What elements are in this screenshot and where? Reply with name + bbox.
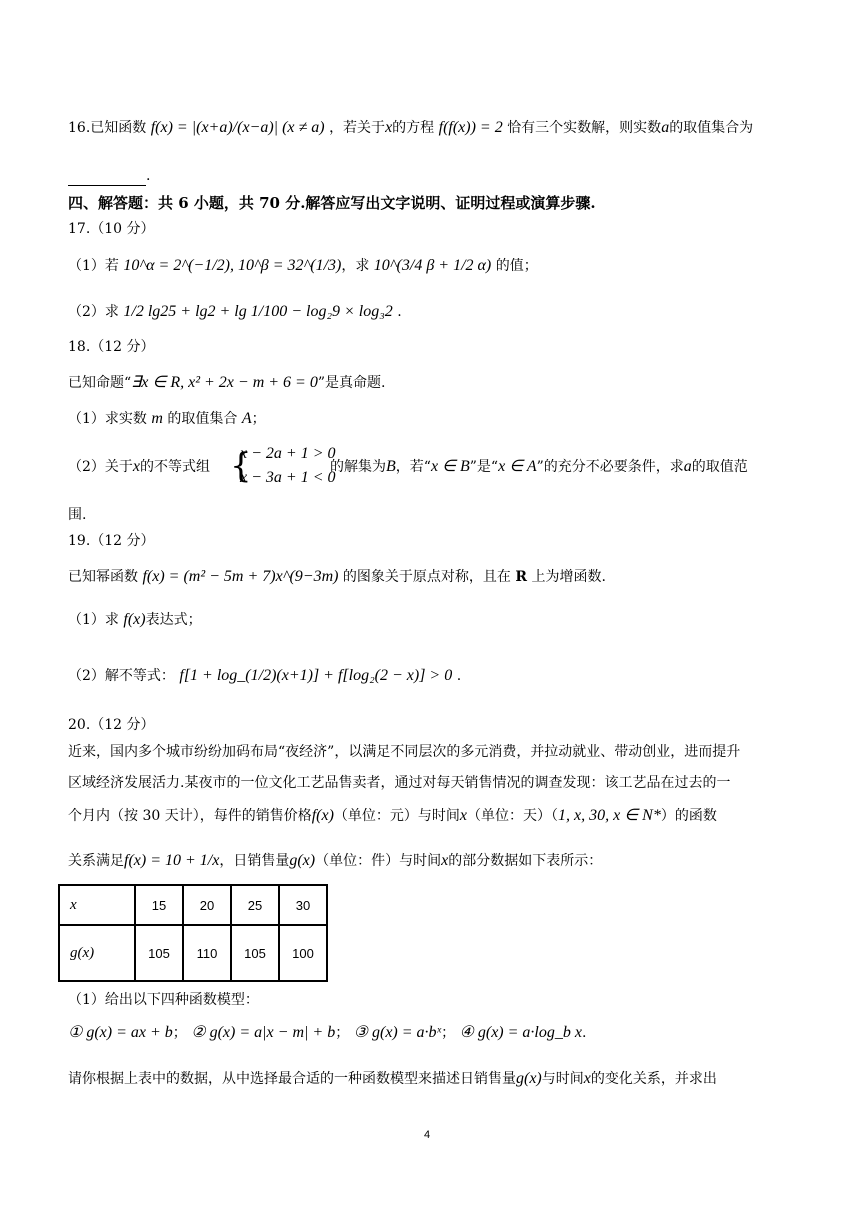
q19-statement xyxy=(68,567,800,587)
q18-p2-var: x xyxy=(132,458,141,475)
q17-p1-condition: 10^α = 2^(−1/2), 10^β = 32^(1/3) xyxy=(123,257,342,274)
sep: ； xyxy=(441,1025,456,1041)
q17-p1-expression: 10^(3/4 β + 1/2 α) xyxy=(373,257,492,274)
q18-p2-prefix: （2）关于 xyxy=(68,459,133,475)
q18-part1 xyxy=(68,409,800,429)
q20-l3-b: （单位：元）与时间 xyxy=(333,808,460,824)
table-row-x xyxy=(59,885,327,925)
q16-tail2: 的取值集合为 xyxy=(669,120,754,136)
q18-p1-prefix: （1）求实数 xyxy=(68,411,147,427)
table-cell: 105 xyxy=(231,925,279,981)
q20-l4-g: g(x) xyxy=(289,852,316,869)
q16-prefix: 16.已知函数 xyxy=(68,120,147,136)
q19-header: 19.（12 分） xyxy=(68,533,155,549)
q20-last-x: x xyxy=(583,1070,591,1087)
q19-p1-prefix: （1）求 xyxy=(68,612,119,628)
q20-l4-f: f(x) = 10 + 1/x xyxy=(124,852,220,869)
q18-stmt-expression: ∃x ∈ R, x² + 2x − m + 6 = 0 xyxy=(131,374,318,391)
section-heading: 四、解答题：共 6 小题，共 70 分.解答应写出文字说明、证明过程或演算步骤. xyxy=(68,194,596,212)
q18-p2-mid: 的不等式组 xyxy=(140,459,211,475)
q17-p1-tail: 的值； xyxy=(495,258,538,274)
q17-p2-expression: 1/2 lg25 + lg2 + lg 1/100 − log₂9 × log₃2 xyxy=(123,303,393,320)
table-header-x: x xyxy=(59,885,135,925)
q20-models xyxy=(68,1023,800,1043)
brace: { xyxy=(230,446,252,486)
model-4: ④ g(x) = a·log_b x xyxy=(459,1024,582,1041)
q20-l3-d: ）的函数 xyxy=(660,808,717,824)
sep: ； xyxy=(335,1025,350,1041)
q19-p2-prefix: （2）解不等式： xyxy=(68,668,175,684)
q19-part1 xyxy=(68,610,800,630)
q19-stmt-prefix: 已知幂函数 xyxy=(68,569,138,585)
q20-last-line xyxy=(68,1069,800,1089)
q18-system-line1: x − 2a + 1 > 0 xyxy=(240,445,336,462)
q20-l4-x: x xyxy=(441,852,449,869)
q20-l3-c: （单位：天）（ xyxy=(467,808,559,824)
q20-line4 xyxy=(68,851,800,871)
data-table xyxy=(58,884,328,982)
q18-p2-mid2: 的解集为 xyxy=(330,459,386,475)
q18-p1-mid: 的取值集合 xyxy=(167,411,238,427)
q19-stmt-expression: f(x) = (m² − 5m + 7)x^(9−3m) xyxy=(142,568,339,585)
q16-line xyxy=(68,118,800,138)
q18-p2-tail: 的取值范 xyxy=(691,459,748,475)
q16-tail: 恰有三个实数解，则实数 xyxy=(507,120,662,136)
q18-p2-mid5: ”的充分不必要条件，求 xyxy=(536,459,684,475)
q20-line2: 区域经济发展活力.某夜市的一位文化工艺品售卖者，通过对每天销售情况的调查发现：该工艺品在过去的一 xyxy=(68,775,731,791)
q18-p1-tail: ； xyxy=(251,411,266,427)
q20-part1: （1）给出以下四种函数模型： xyxy=(68,992,259,1008)
q16-text: ，若关于 xyxy=(329,120,386,136)
q17-p2-prefix: （2）求 xyxy=(68,304,119,320)
table-cell: 20 xyxy=(183,885,231,925)
q20-line3 xyxy=(68,806,800,826)
q20-l4-b: ，日销售量 xyxy=(219,853,290,869)
q18-p2-cond1: x ∈ B xyxy=(430,458,470,475)
q16-end: . xyxy=(146,168,151,184)
model-3: ③ g(x) = a·bˣ xyxy=(353,1024,442,1041)
model-1: ① g(x) = ax + b xyxy=(68,1024,173,1041)
q18-p2-avar: a xyxy=(683,458,692,475)
q20-l4-a: 关系满足 xyxy=(68,853,124,869)
q19-stmt-mid: 的图象关于原点对称，且在 xyxy=(342,569,511,585)
q18-p2-mid4: ”是“ xyxy=(469,459,499,475)
q18-p2-cond2: x ∈ A xyxy=(498,458,537,475)
table-cell: 110 xyxy=(183,925,231,981)
q20-l3-f: f(x) xyxy=(311,807,334,824)
q20-l4-d: 的部分数据如下表所示： xyxy=(448,853,603,869)
q19-stmt-R: R xyxy=(515,569,528,585)
q17-part1 xyxy=(68,256,800,276)
q20-l4-c: （单位：件）与时间 xyxy=(315,853,442,869)
table-row-g xyxy=(59,925,327,981)
q20-l3-x: x xyxy=(459,807,468,824)
q19-p2-tail: . xyxy=(456,668,462,684)
q17-p1-mid: ，求 xyxy=(341,258,370,274)
q17-header: 17.（10 分） xyxy=(68,221,155,237)
q17-p1-prefix: （1）若 xyxy=(68,258,119,274)
q19-part2 xyxy=(68,666,800,686)
q16-var: x xyxy=(385,119,393,136)
answer-blank[interactable] xyxy=(68,171,146,186)
q18-stmt-prefix: 已知命题“ xyxy=(68,375,132,391)
q19-p2-expression: f[1 + log_(1/2)(x+1)] + f[log₂(2 − x)] > 0 xyxy=(179,667,453,684)
model-2: ② g(x) = a|x − m| + b xyxy=(191,1024,336,1041)
q20-last-b: 与时间 xyxy=(541,1071,584,1087)
q16-text2: 的方程 xyxy=(392,120,435,136)
q16-equation: f(f(x)) = 2 xyxy=(438,119,503,136)
q17-part2 xyxy=(68,302,800,322)
q20-last-g: g(x) xyxy=(516,1070,542,1087)
sep: ； xyxy=(172,1025,187,1041)
model-end: . xyxy=(581,1025,587,1041)
q17-p2-tail: . xyxy=(397,304,402,320)
q18-p2-setB: B xyxy=(386,458,396,475)
table-cell: 105 xyxy=(135,925,183,981)
q16-avar: a xyxy=(661,119,670,136)
table-cell: 100 xyxy=(279,925,327,981)
q20-header: 20.（12 分） xyxy=(68,717,155,733)
q18-header: 18.（12 分） xyxy=(68,339,155,355)
q18-p1-var: m xyxy=(151,410,163,427)
q20-l3-a: 个月内（按 30 天计），每件的销售价格 xyxy=(68,808,312,824)
q18-p2-mid3: ，若“ xyxy=(395,459,431,475)
table-cell: 15 xyxy=(135,885,183,925)
q18-part2-cont: 围. xyxy=(68,507,87,523)
q18-p1-set: A xyxy=(241,410,252,427)
q19-p1-tail: 表达式； xyxy=(145,612,202,628)
q16-function: f(x) = |(x+a)/(x−a)| (x ≠ a) xyxy=(150,119,325,136)
q19-p1-expression: f(x) xyxy=(123,611,146,628)
table-cell: 25 xyxy=(231,885,279,925)
q20-last-c: 的变化关系，并求出 xyxy=(590,1071,717,1087)
q16-answer-line xyxy=(68,166,800,186)
q20-line1: 近来，国内多个城市纷纷加码布局“夜经济”，以满足不同层次的多元消费，并拉动就业、带动创业，进而提升 xyxy=(68,744,741,760)
q20-last-a: 请你根据上表中的数据，从中选择最合适的一种函数模型来描述日销售量 xyxy=(68,1071,516,1087)
q18-statement xyxy=(68,373,800,393)
table-cell: 30 xyxy=(279,885,327,925)
q19-stmt-tail: 上为增函数. xyxy=(531,569,606,585)
q18-stmt-tail: ”是真命题. xyxy=(317,375,386,391)
q18-system-line2: x − 3a + 1 < 0 xyxy=(240,469,336,486)
table-header-g: g(x) xyxy=(59,925,135,981)
page-number: 4 xyxy=(424,1129,431,1141)
q18-part2 xyxy=(68,444,800,488)
q20-l3-domain: 1, x, 30, x ∈ N* xyxy=(558,807,661,824)
